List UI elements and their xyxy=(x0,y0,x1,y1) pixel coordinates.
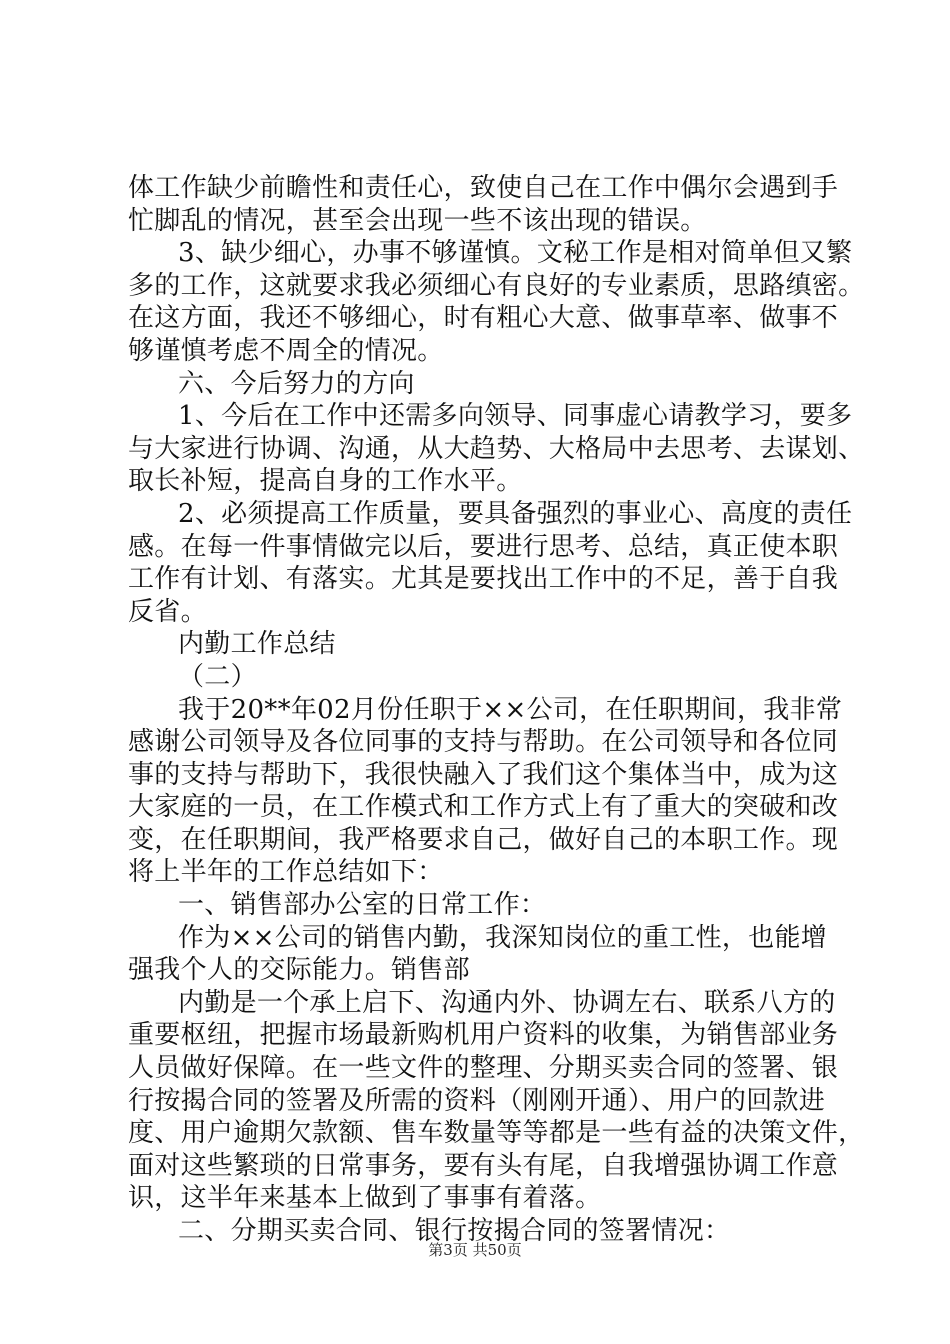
text-line: 感。在每一件事情做完以后，要进行思考、总结，真正使本职 xyxy=(128,531,839,562)
document-body xyxy=(128,172,865,1248)
text-line: 3、缺少细心，办事不够谨慎。文秘工作是相对简单但又繁 xyxy=(178,238,853,269)
text-line: 2、必须提高工作质量，要具备强烈的事业心、高度的责任 xyxy=(178,498,853,529)
text-line: 识，这半年来基本上做到了事事有着落。 xyxy=(128,1183,602,1214)
text-line: 够谨慎考虑不周全的情况。 xyxy=(128,335,444,366)
text-line: 多的工作，这就要求我必须细心有良好的专业素质，思路缜密。 xyxy=(128,270,865,301)
document-title: 内勤工作总结 xyxy=(178,629,336,660)
text-line: 1、今后在工作中还需多向领导、同事虚心请教学习，要多 xyxy=(178,401,853,432)
text-line: 行按揭合同的签署及所需的资料（刚刚开通）、用户的回款进 xyxy=(128,1085,826,1116)
text-line: 体工作缺少前瞻性和责任心，致使自己在工作中偶尔会遇到手 xyxy=(128,173,839,203)
document-subtitle: （二） xyxy=(178,661,257,692)
text-line: 变，在任职期间，我严格要求自己，做好自己的本职工作。现 xyxy=(128,824,839,855)
text-line: 事的支持与帮助下，我很快融入了我们这个集体当中，成为这 xyxy=(128,759,839,790)
text-line: 忙脚乱的情况，甚至会出现一些不该出现的错误。 xyxy=(128,205,707,236)
text-line: 将上半年的工作总结如下： xyxy=(128,857,444,888)
text-line: 与大家进行协调、沟通，从大趋势、大格局中去思考、去谋划、 xyxy=(128,433,865,464)
text-line: 度、用户逾期欠款额、售车数量等等都是一些有益的决策文件， xyxy=(128,1118,865,1149)
section-heading: 六、今后努力的方向 xyxy=(178,368,415,399)
text-line: 强我个人的交际能力。销售部 xyxy=(128,955,470,986)
text-line: 在这方面，我还不够细心，时有粗心大意、做事草率、做事不 xyxy=(128,303,839,334)
text-line: 作为××公司的销售内勤，我深知岗位的重工性，也能增 xyxy=(178,922,828,953)
text-line: 工作有计划、有落实。尤其是要找出工作中的不足，善于自我 xyxy=(128,564,839,595)
section-heading: 二、分期买卖合同、银行按揭合同的签署情况： xyxy=(178,1216,731,1246)
text-line: 取长补短，提高自身的工作水平。 xyxy=(128,466,523,497)
text-line: 重要枢纽，把握市场最新购机用户资料的收集，为销售部业务 xyxy=(128,1020,839,1051)
text-line: 人员做好保障。在一些文件的整理、分期买卖合同的签署、银 xyxy=(128,1053,839,1084)
text-line: 内勤是一个承上启下、沟通内外、协调左右、联系八方的 xyxy=(178,987,836,1018)
text-line: 我于20**年02月份任职于××公司，在任职期间，我非常 xyxy=(178,694,843,725)
section-heading: 一、销售部办公室的日常工作： xyxy=(178,890,547,921)
text-line: 反省。 xyxy=(128,596,207,627)
text-line: 感谢公司领导及各位同事的支持与帮助。在公司领导和各位同 xyxy=(128,727,839,758)
text-line: 面对这些繁琐的日常事务，要有头有尾，自我增强协调工作意 xyxy=(128,1150,839,1181)
text-line: 大家庭的一员，在工作模式和工作方式上有了重大的突破和改 xyxy=(128,792,839,823)
page-number-footer: 第3页 共50页 xyxy=(428,1241,522,1259)
